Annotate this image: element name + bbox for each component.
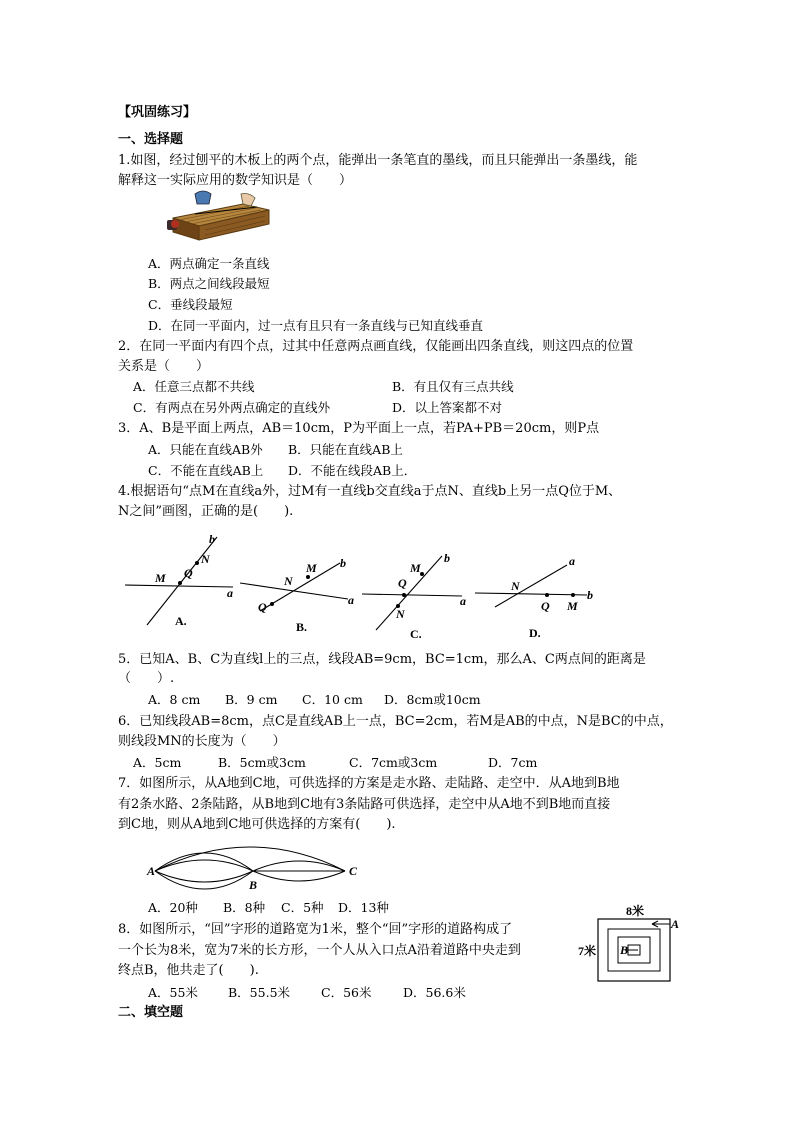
q4c-label-n: N <box>396 607 405 621</box>
q4-stem-line2: N之间”画图，正确的是( ). <box>118 504 294 519</box>
q8-label-a: A <box>671 917 680 931</box>
q8-hui-road-figure <box>578 905 683 985</box>
q4-figure-d <box>475 555 600 643</box>
q4a-label-m: M <box>155 571 166 585</box>
q8-label-top: 8米 <box>626 904 645 918</box>
q1-option-a: A．两点确定一条直线 <box>148 256 270 271</box>
q4d-label-n: N <box>511 579 520 593</box>
q4d-label-m: M <box>567 599 578 613</box>
q4-stem-line1: 4.根据语句“点M在直线a外，过M有一直线b交直线a于点N、直线b上另一点Q位于M、 <box>118 484 622 499</box>
part1-title: 一、选择题 <box>118 132 184 147</box>
q6-stem-line1: 6．已知线段AB=8cm，点C是直线AB上一点，BC=2cm，若M是AB的中点，N是BC的中点， <box>118 714 673 729</box>
q7-stem-line2: 有2条水路、2条陆路，从B地到C地有3条陆路可供选择，走空中从A地不到B地而直接 <box>118 797 611 812</box>
q1-option-d: D．在同一平面内，过一点有且只有一条直线与已知直线垂直 <box>148 318 484 333</box>
q4d-label-b: b <box>587 588 593 602</box>
q7-option-c: C．5种 <box>281 900 324 915</box>
q6-option-c: C．7cm或3cm <box>349 755 438 770</box>
q8-label-side: 7米 <box>578 944 597 958</box>
q4a-label-q: Q <box>184 566 193 580</box>
q5-option-b: B．9 cm <box>225 692 278 707</box>
q4d-label-q: Q <box>541 599 550 613</box>
q5-stem-line1: 5．已知A、B、C为直线l上的三点，线段AB=9cm，BC=1cm，那么A、C两点间的距离是 <box>118 652 646 667</box>
q3-option-c: C．不能在直线AB上 <box>148 463 264 478</box>
q3-option-d: D．不能在线段AB上． <box>288 463 417 478</box>
q5-stem-line2: （ ）. <box>118 671 175 686</box>
q1-stem-line2: 解释这一实际应用的数学知识是（ ） <box>118 173 353 188</box>
q2-option-a: A．任意三点都不共线 <box>133 379 255 394</box>
q4b-caption: B. <box>296 620 308 634</box>
q5-option-a: A．8 cm <box>148 692 201 707</box>
q8-label-b: B <box>620 943 629 957</box>
part2-title: 二、填空题 <box>118 1005 184 1020</box>
q7-label-c: C <box>349 864 358 878</box>
q1-stem-line1: 1.如图，经过刨平的木板上的两个点，能弹出一条笔直的墨线，而且只能弹出一条墨线，能 <box>118 153 638 168</box>
q7-stem-line1: 7．如图所示，从A地到C地，可供选择的方案是走水路、走陆路、走空中．从A地到B地 <box>118 776 620 791</box>
q4b-label-b: b <box>340 556 346 570</box>
q8-option-a: A．55米 <box>148 985 198 1000</box>
q2-option-c: C．有两点在另外两点确定的直线外 <box>133 400 331 415</box>
q1-option-b: B．两点之间线段最短 <box>148 276 270 291</box>
q7-label-b: B <box>249 878 258 892</box>
q4-figure-c <box>362 550 477 642</box>
q8-stem-line3: 终点B，他共走了( ). <box>118 963 259 978</box>
q4c-label-b: b <box>444 551 450 565</box>
q5-option-c: C．10 cm <box>302 692 363 707</box>
q8-stem-line1: 8．如图所示，“回”字形的道路宽为1米，整个“回”字形的道路构成了 <box>118 922 513 937</box>
q6-option-a: A．5cm <box>133 755 182 770</box>
q1-wood-plank-figure <box>165 190 277 252</box>
q7-routes-figure <box>145 845 365 893</box>
q7-stem-line3: 到C地，则从A地到C地可供选择的方案有( ). <box>118 817 396 832</box>
q4-figure-b <box>240 555 362 635</box>
q4a-caption: A. <box>175 614 187 628</box>
q4b-label-a: a <box>348 593 354 607</box>
q3-option-b: B．只能在直线AB上 <box>288 442 403 457</box>
q4a-label-b: b <box>209 532 215 546</box>
q2-stem-line1: 2．在同一平面内有四个点，过其中任意两点画直线，仅能画出四条直线，则这四点的位置 <box>118 339 634 354</box>
q6-option-b: B．5cm或3cm <box>218 755 306 770</box>
q2-option-b: B．有且仅有三点共线 <box>392 379 514 394</box>
q4a-label-n: N <box>201 552 210 566</box>
q8-option-c: C．56米 <box>321 985 372 1000</box>
q5-option-d: D．8cm或10cm <box>384 692 481 707</box>
q4d-label-a: a <box>569 554 575 568</box>
q4b-label-m: M <box>306 561 317 575</box>
q3-stem-line1: 3．A、B是平面上两点，AB＝10cm，P为平面上一点，若PA+PB＝20cm，则P点 <box>118 421 600 436</box>
q4b-label-q: Q <box>258 600 267 614</box>
q2-stem-line2: 关系是（ ） <box>118 359 210 374</box>
q4c-label-a: a <box>460 594 466 608</box>
q8-stem-line2: 一个长为8米，宽为7米的长方形，一个人从入口点A沿着道路中央走到 <box>118 943 521 958</box>
q8-option-d: D．56.6米 <box>403 985 466 1000</box>
q6-option-d: D．7cm <box>488 755 538 770</box>
q8-option-b: B．55.5米 <box>228 985 291 1000</box>
q7-option-b: B．8种 <box>223 900 266 915</box>
q4d-caption: D. <box>529 626 541 640</box>
q2-option-d: D．以上答案都不对 <box>392 400 503 415</box>
q6-stem-line2: 则线段MN的长度为（ ） <box>118 734 286 749</box>
q7-option-d: D．13种 <box>338 900 389 915</box>
q3-option-a: A．只能在直线AB外 <box>148 442 263 457</box>
q4c-caption: C. <box>410 627 422 641</box>
q4c-label-q: Q <box>398 576 407 590</box>
q4-figure-a <box>125 532 240 630</box>
q1-option-c: C．垂线段最短 <box>148 297 233 312</box>
q7-option-a: A．20种 <box>148 900 198 915</box>
section-title: 【巩固练习】 <box>118 105 197 120</box>
q4a-label-a: a <box>227 586 233 600</box>
q4c-label-m: M <box>410 561 421 575</box>
q4b-label-n: N <box>284 574 293 588</box>
q7-label-a: A <box>147 864 156 878</box>
